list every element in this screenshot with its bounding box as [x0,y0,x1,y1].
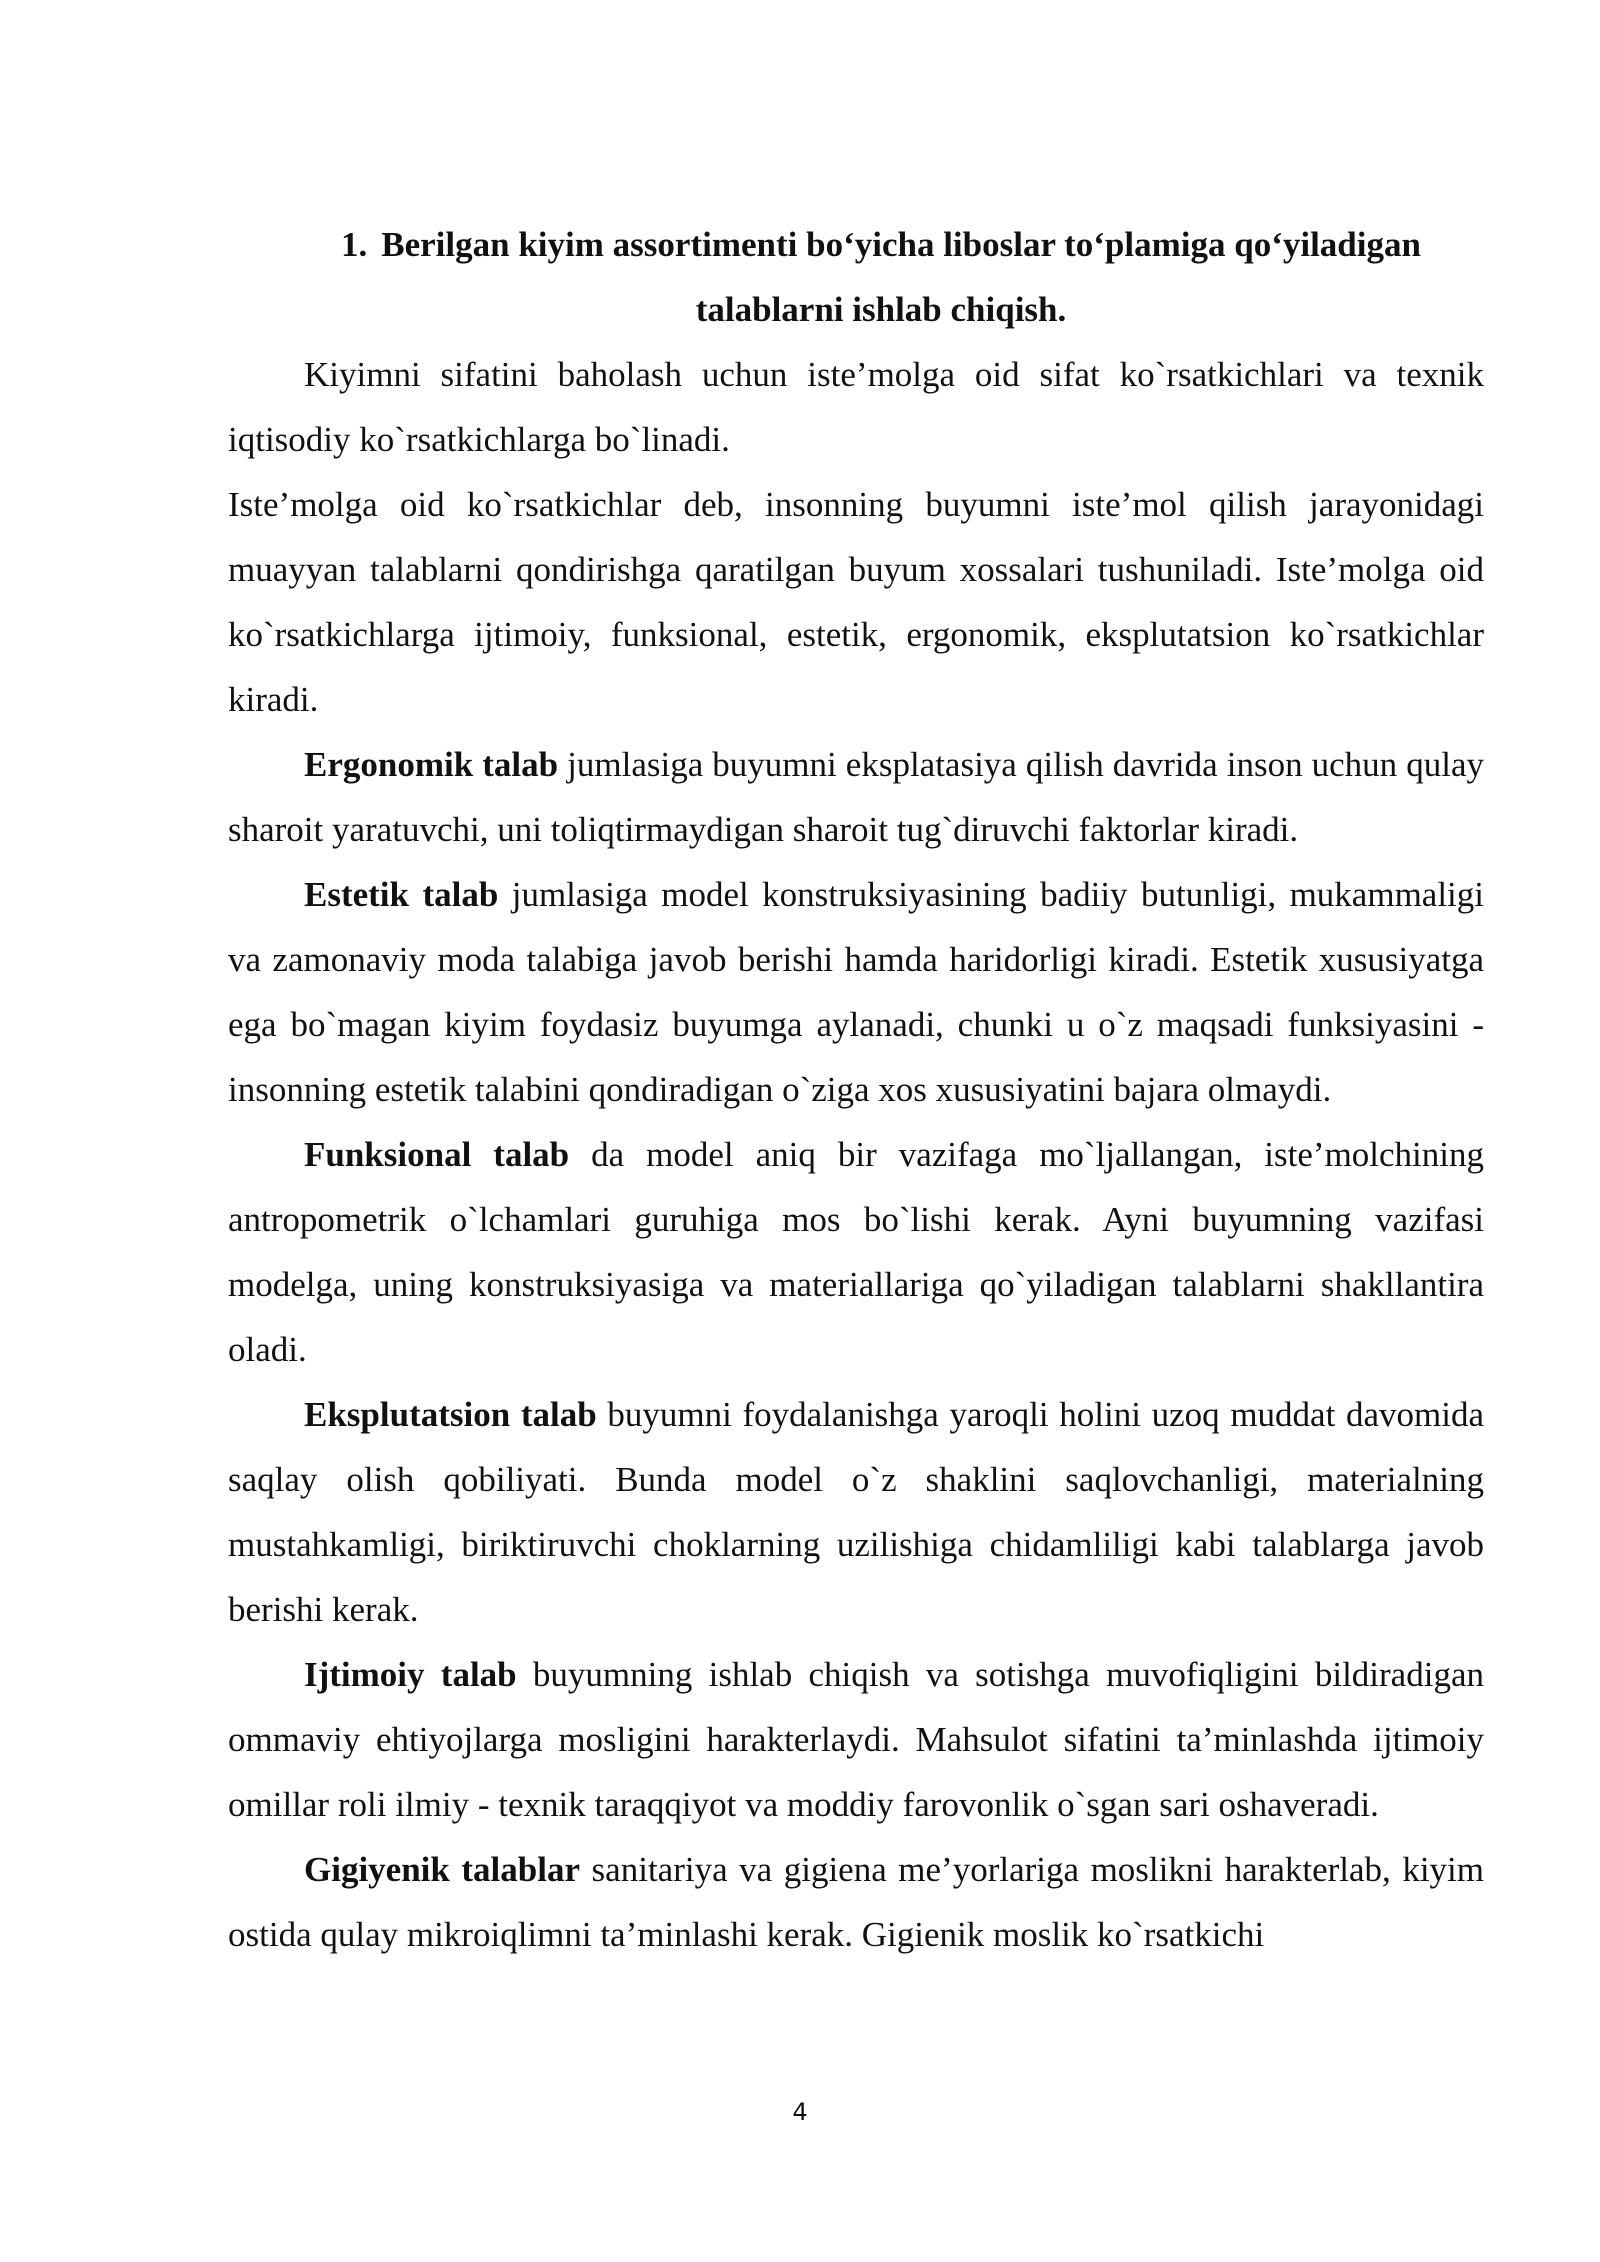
paragraph-social [228,1642,1484,1837]
paragraph-functional [228,1122,1484,1382]
paragraph-consumer-indicators [228,472,1484,732]
paragraph-text: da model aniq bir vazifaga mo`ljallangan, iste’molchining antropometrik o`lchamlari guruhiga mos bo`lishi kerak. Ayni buyumning vazifasi modelga, uning konstruksiyasiga va materiallariga qo`yiladigan talablarni shakllantira oladi. [228,1135,1484,1369]
term-functional: Funksional talab [304,1135,570,1174]
term-aesthetic: Estetik talab [304,875,499,914]
section-title: Berilgan kiyim assortimenti bo‘yicha liboslar to‘plamiga qo‘yiladigan talablarni ishlab chiqish. [381,225,1421,329]
paragraph-text: buyumning ishlab chiqish va sotishga muvofiqligini bildiradigan ommaviy ehtiyojlarga mosligini harakterlaydi. Mahsulot sifatini ta’minlashda ijtimoiy omillar roli ilmiy - texnik taraqqiyot va moddiy farovonlik o`sgan sari oshaveradi. [228,1655,1484,1824]
paragraph-text: buyumni foydalanishga yaroqli holini uzoq muddat davomida saqlay olish qobiliyati. Bunda model o`z shaklini saqlovchanligi, materialning mustahkamligi, biriktiruvchi choklarning uzilishiga chidamliligi kabi talablarga javob berishi kerak. [228,1395,1484,1629]
paragraph-text: sanitariya va gigiena me’yorlariga moslikni harakterlab, kiyim ostida qulay mikroiqlimni ta’minlashi kerak. Gigienik moslik ko`rsatkichi [228,1850,1484,1954]
paragraph-ergonomic [228,732,1484,862]
page-content [228,212,1484,1967]
paragraph-text: Iste’molga oid ko`rsatkichlar deb, insonning buyumni iste’mol qilish jarayonidagi muayyan talablarni qondirishga qaratilgan buyum xossalari tushuniladi. Iste’molga oid ko`rsatkichlarga ijtimoiy, funksional, estetik, ergonomik, eksplutatsion ko`rsatkichlar kiradi. [228,485,1484,719]
term-hygienic: Gigiyenik talablar [304,1850,581,1889]
paragraph-text: jumlasiga buyumni eksplatasiya qilish davrida inson uchun qulay sharoit yaratuvchi, uni toliqtirmaydigan sharoit tug`diruvchi faktorlar kiradi. [228,745,1484,849]
paragraph-quality-assessment [228,342,1484,472]
section-heading [228,212,1484,342]
paragraph-text: Kiyimni sifatini baholash uchun iste’molga oid sifat ko`rsatkichlari va texnik iqtisodiy ko`rsatkichlarga bo`linadi. [228,355,1484,459]
term-operational: Eksplutatsion talab [304,1395,597,1434]
page-number: 4 [792,2098,808,2126]
paragraph-text: jumlasiga model konstruksiyasining badiiy butunligi, mukammaligi va zamonaviy moda talabiga javob berishi hamda haridorligi kiradi. Estetik xususiyatga ega bo`magan kiyim foydasiz buyumga aylanadi, chunki u o`z maqsadi funksiyasini - insonning estetik talabini qondiradigan o`ziga xos xususiyatini bajara olmaydi. [228,875,1484,1109]
term-social: Ijtimoiy talab [304,1655,517,1694]
paragraph-operational [228,1382,1484,1642]
paragraph-hygienic [228,1837,1484,1967]
paragraph-aesthetic [228,862,1484,1122]
section-number: 1. [341,225,368,264]
term-ergonomic: Ergonomik talab [304,745,559,784]
